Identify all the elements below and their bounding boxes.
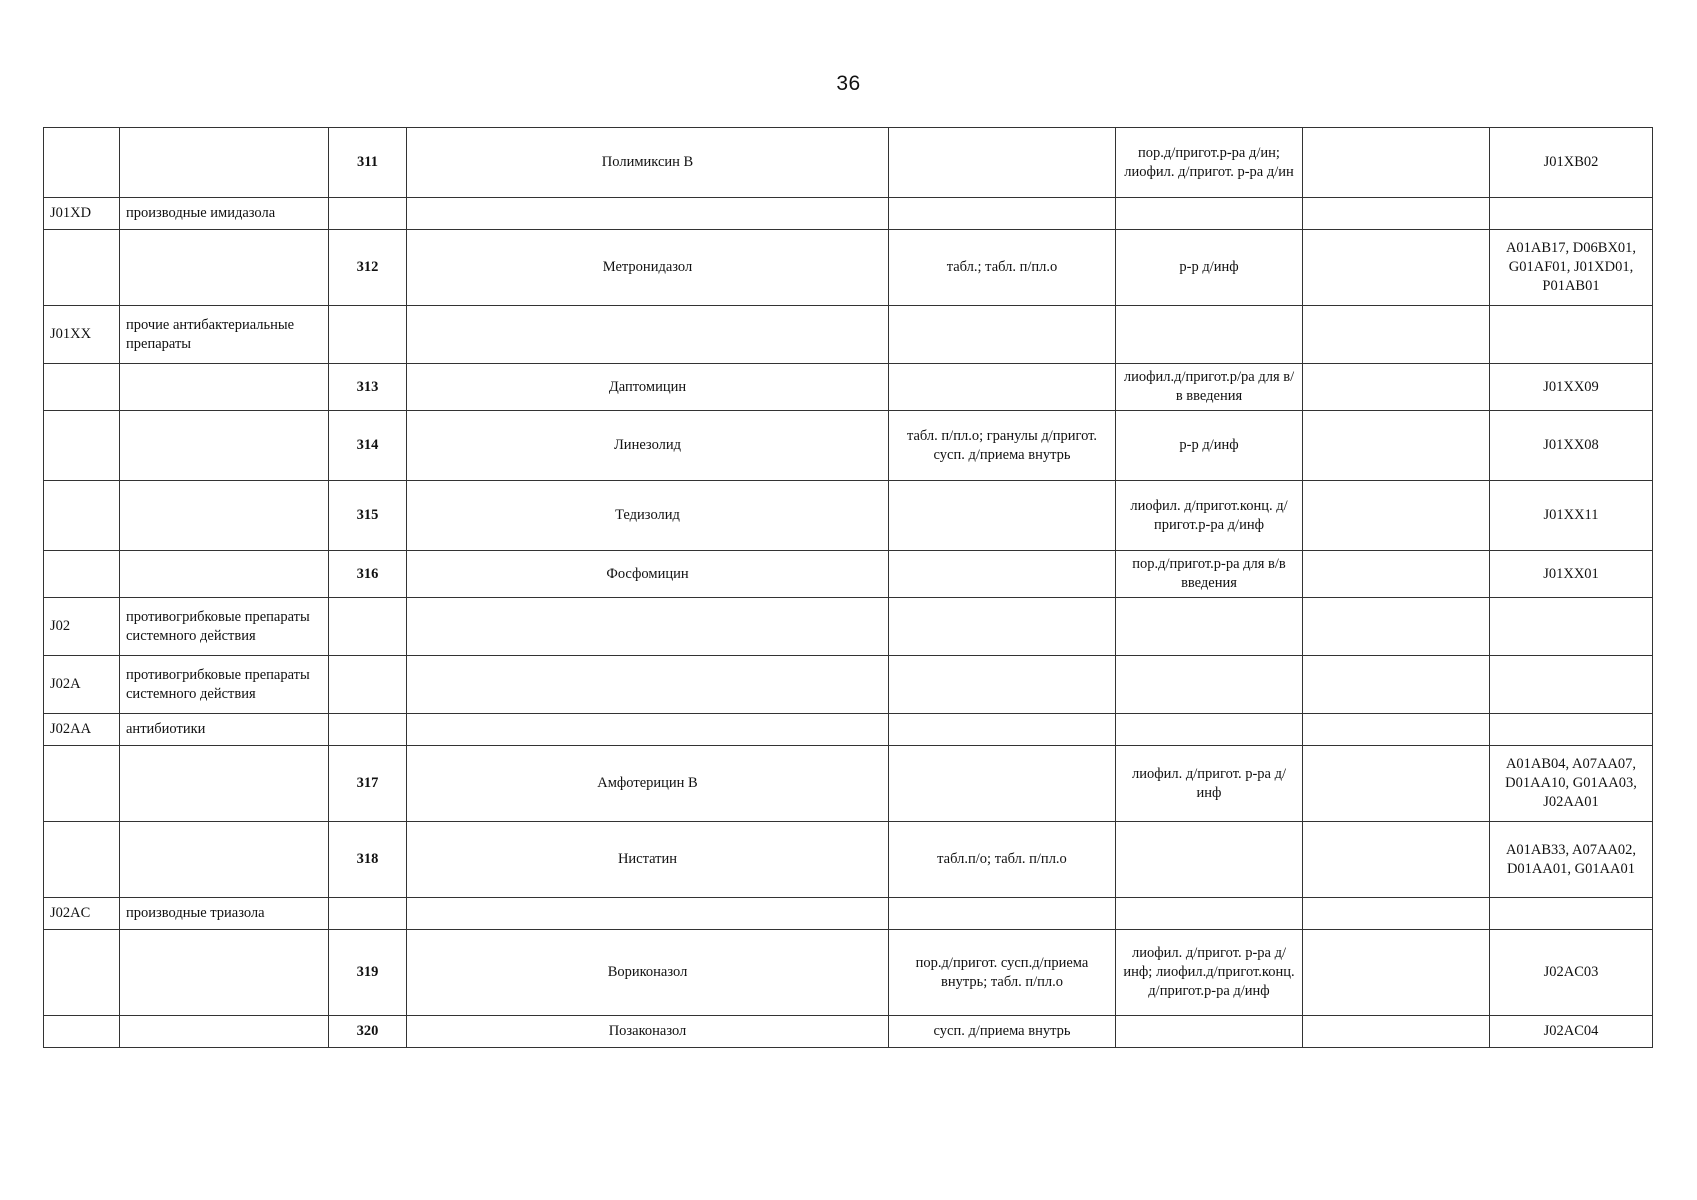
drug-name-cell <box>407 598 889 656</box>
group-name-cell <box>120 746 329 822</box>
atc-code-cell: J02A <box>44 656 120 714</box>
atc-codes-cell: J02AC04 <box>1490 1016 1653 1048</box>
drug-name-cell <box>407 198 889 230</box>
group-name-cell: прочие антибактериальные препараты <box>120 306 329 364</box>
atc-codes-cell <box>1490 898 1653 930</box>
atc-code-cell <box>44 411 120 481</box>
oral-form-cell <box>889 128 1116 198</box>
table-row <box>44 551 1653 598</box>
drug-name-cell: Метронидазол <box>407 230 889 306</box>
injection-form-cell: р-р д/инф <box>1116 411 1303 481</box>
atc-codes-cell <box>1490 714 1653 746</box>
table-row <box>44 746 1653 822</box>
group-name-cell <box>120 551 329 598</box>
extra-cell <box>1303 598 1490 656</box>
item-number-cell: 316 <box>329 551 407 598</box>
oral-form-cell: сусп. д/приема внутрь <box>889 1016 1116 1048</box>
oral-form-cell: табл. п/пл.о; гранулы д/пригот. сусп. д/приема внутрь <box>889 411 1116 481</box>
extra-cell <box>1303 898 1490 930</box>
extra-cell <box>1303 930 1490 1016</box>
injection-form-cell <box>1116 714 1303 746</box>
atc-code-cell: J02AA <box>44 714 120 746</box>
group-name-cell <box>120 411 329 481</box>
extra-cell <box>1303 481 1490 551</box>
atc-codes-cell: J01XX09 <box>1490 364 1653 411</box>
table-row <box>44 598 1653 656</box>
extra-cell <box>1303 656 1490 714</box>
atc-code-cell <box>44 364 120 411</box>
atc-codes-cell <box>1490 598 1653 656</box>
drug-name-cell: Фосфомицин <box>407 551 889 598</box>
table-row <box>44 656 1653 714</box>
table-row <box>44 930 1653 1016</box>
atc-code-cell: J02AC <box>44 898 120 930</box>
injection-form-cell <box>1116 198 1303 230</box>
item-number-cell <box>329 598 407 656</box>
oral-form-cell <box>889 551 1116 598</box>
atc-codes-cell: J01XX08 <box>1490 411 1653 481</box>
atc-codes-cell: A01AB17, D06BX01, G01AF01, J01XD01, P01AB01 <box>1490 230 1653 306</box>
drug-name-cell: Тедизолид <box>407 481 889 551</box>
atc-code-cell <box>44 551 120 598</box>
oral-form-cell: табл.; табл. п/пл.о <box>889 230 1116 306</box>
drug-name-cell <box>407 898 889 930</box>
injection-form-cell <box>1116 656 1303 714</box>
item-number-cell: 314 <box>329 411 407 481</box>
table-row <box>44 411 1653 481</box>
oral-form-cell <box>889 898 1116 930</box>
item-number-cell: 319 <box>329 930 407 1016</box>
group-name-cell <box>120 1016 329 1048</box>
item-number-cell <box>329 898 407 930</box>
drug-name-cell: Нистатин <box>407 822 889 898</box>
group-name-cell <box>120 822 329 898</box>
item-number-cell: 318 <box>329 822 407 898</box>
drug-name-cell <box>407 306 889 364</box>
injection-form-cell: лиофил. д/пригот. р-ра д/инф; лиофил.д/пригот.конц. д/пригот.р-ра д/инф <box>1116 930 1303 1016</box>
atc-codes-cell <box>1490 306 1653 364</box>
atc-code-cell: J01XD <box>44 198 120 230</box>
extra-cell <box>1303 746 1490 822</box>
atc-codes-cell: A01AB04, A07AA07, D01AA10, G01AA03, J02AA01 <box>1490 746 1653 822</box>
table-row <box>44 1016 1653 1048</box>
item-number-cell: 312 <box>329 230 407 306</box>
atc-code-cell <box>44 230 120 306</box>
item-number-cell <box>329 198 407 230</box>
extra-cell <box>1303 364 1490 411</box>
atc-codes-cell: J01XB02 <box>1490 128 1653 198</box>
item-number-cell: 311 <box>329 128 407 198</box>
atc-code-cell <box>44 481 120 551</box>
group-name-cell: производные имидазола <box>120 198 329 230</box>
drug-name-cell: Полимиксин В <box>407 128 889 198</box>
drug-name-cell <box>407 714 889 746</box>
item-number-cell: 313 <box>329 364 407 411</box>
atc-codes-cell: J01XX01 <box>1490 551 1653 598</box>
extra-cell <box>1303 1016 1490 1048</box>
group-name-cell <box>120 481 329 551</box>
atc-codes-cell <box>1490 656 1653 714</box>
extra-cell <box>1303 822 1490 898</box>
injection-form-cell: пор.д/пригот.р-ра д/ин; лиофил. д/пригот. р-ра д/ин <box>1116 128 1303 198</box>
extra-cell <box>1303 198 1490 230</box>
atc-code-cell <box>44 746 120 822</box>
item-number-cell <box>329 656 407 714</box>
injection-form-cell: лиофил. д/пригот. р-ра д/инф <box>1116 746 1303 822</box>
group-name-cell: производные триазола <box>120 898 329 930</box>
oral-form-cell <box>889 598 1116 656</box>
item-number-cell <box>329 306 407 364</box>
extra-cell <box>1303 306 1490 364</box>
group-name-cell <box>120 930 329 1016</box>
table-row <box>44 198 1653 230</box>
injection-form-cell: лиофил. д/пригот.конц. д/пригот.р-ра д/инф <box>1116 481 1303 551</box>
drug-name-cell: Вориконазол <box>407 930 889 1016</box>
injection-form-cell: лиофил.д/пригот.р/ра для в/в введения <box>1116 364 1303 411</box>
injection-form-cell <box>1116 1016 1303 1048</box>
item-number-cell: 315 <box>329 481 407 551</box>
table-row <box>44 230 1653 306</box>
injection-form-cell <box>1116 898 1303 930</box>
oral-form-cell <box>889 364 1116 411</box>
injection-form-cell <box>1116 598 1303 656</box>
table-row <box>44 364 1653 411</box>
atc-codes-cell: A01AB33, A07AA02, D01AA01, G01AA01 <box>1490 822 1653 898</box>
extra-cell <box>1303 714 1490 746</box>
oral-form-cell <box>889 481 1116 551</box>
item-number-cell: 320 <box>329 1016 407 1048</box>
table-row <box>44 714 1653 746</box>
injection-form-cell: пор.д/пригот.р-ра для в/в введения <box>1116 551 1303 598</box>
atc-code-cell: J02 <box>44 598 120 656</box>
table-row <box>44 898 1653 930</box>
atc-code-cell <box>44 822 120 898</box>
group-name-cell <box>120 364 329 411</box>
injection-form-cell <box>1116 822 1303 898</box>
table-row <box>44 128 1653 198</box>
drug-name-cell: Даптомицин <box>407 364 889 411</box>
atc-code-cell <box>44 930 120 1016</box>
item-number-cell <box>329 714 407 746</box>
group-name-cell: противогрибковые препараты системного действия <box>120 656 329 714</box>
table-row <box>44 822 1653 898</box>
drug-list-table <box>43 127 1653 1048</box>
group-name-cell <box>120 128 329 198</box>
atc-code-cell <box>44 128 120 198</box>
atc-codes-cell: J01XX11 <box>1490 481 1653 551</box>
injection-form-cell: р-р д/инф <box>1116 230 1303 306</box>
group-name-cell: противогрибковые препараты системного действия <box>120 598 329 656</box>
oral-form-cell: пор.д/пригот. сусп.д/приема внутрь; табл. п/пл.о <box>889 930 1116 1016</box>
drug-name-cell: Амфотерицин В <box>407 746 889 822</box>
oral-form-cell <box>889 198 1116 230</box>
oral-form-cell <box>889 714 1116 746</box>
atc-code-cell: J01XX <box>44 306 120 364</box>
oral-form-cell <box>889 746 1116 822</box>
atc-codes-cell: J02AC03 <box>1490 930 1653 1016</box>
drug-name-cell: Позаконазол <box>407 1016 889 1048</box>
atc-code-cell <box>44 1016 120 1048</box>
drug-name-cell: Линезолид <box>407 411 889 481</box>
drug-name-cell <box>407 656 889 714</box>
oral-form-cell <box>889 306 1116 364</box>
table-row <box>44 481 1653 551</box>
item-number-cell: 317 <box>329 746 407 822</box>
oral-form-cell <box>889 656 1116 714</box>
extra-cell <box>1303 551 1490 598</box>
page-number: 36 <box>836 72 861 95</box>
group-name-cell <box>120 230 329 306</box>
extra-cell <box>1303 128 1490 198</box>
group-name-cell: антибиотики <box>120 714 329 746</box>
extra-cell <box>1303 411 1490 481</box>
extra-cell <box>1303 230 1490 306</box>
injection-form-cell <box>1116 306 1303 364</box>
table-row <box>44 306 1653 364</box>
atc-codes-cell <box>1490 198 1653 230</box>
oral-form-cell: табл.п/о; табл. п/пл.о <box>889 822 1116 898</box>
